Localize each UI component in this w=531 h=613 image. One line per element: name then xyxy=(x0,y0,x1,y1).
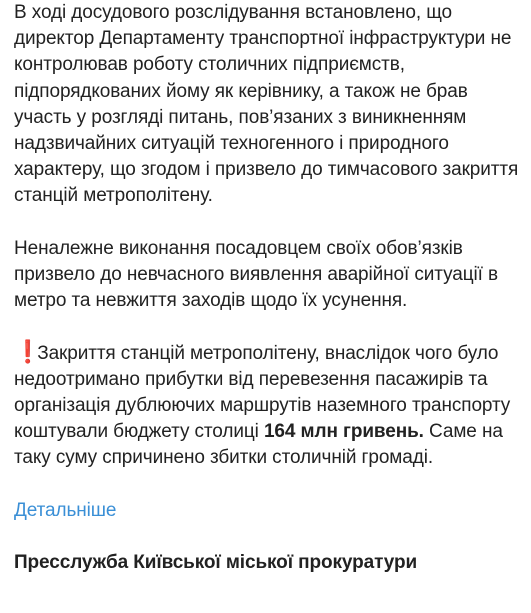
link-row xyxy=(14,498,519,524)
message-body xyxy=(14,0,519,576)
paragraph-spacer xyxy=(14,210,519,236)
paragraph-3-text-end: Саме на таку суму спричинено збитки столичній громаді. xyxy=(14,421,503,469)
paragraph-3-text: Закриття станцій метрополітену, внаслідок чого було недоотримано прибутки від перевезення пасажирів та організація дублюючих маршрутів наземного транспорту коштували бюджету столиці xyxy=(14,342,511,443)
paragraph-spacer xyxy=(14,314,519,340)
paragraph-spacer xyxy=(14,472,519,498)
amount-highlight: 164 млн гривень. xyxy=(263,421,424,443)
details-link[interactable]: Детальніше xyxy=(14,499,117,521)
message-paragraph-1: В ході досудового розслідування встановлено, що директор Департаменту транспортної інфраструктури не контролював роботу столичних підприємств, підпорядкованих йому як керівнику, а також не брав участь у розгляді питань, пов’язаних з виникненням надзвичайних ситуацій техногенного і природного характеру, що згодом і призвело до тимчасового закриття станцій метрополітену. xyxy=(14,2,519,207)
footer-signature: Пресслужба Київської міської прокуратури xyxy=(14,552,418,574)
exclamation-icon: ❗ xyxy=(14,338,42,364)
message-paragraph-3 xyxy=(14,338,519,472)
message-paragraph-2: Неналежне виконання посадовцем своїх обов’язків призвело до невчасного виявлення аварійної ситуації в метро та невжиття заходів щодо їх усунення. xyxy=(14,237,498,312)
